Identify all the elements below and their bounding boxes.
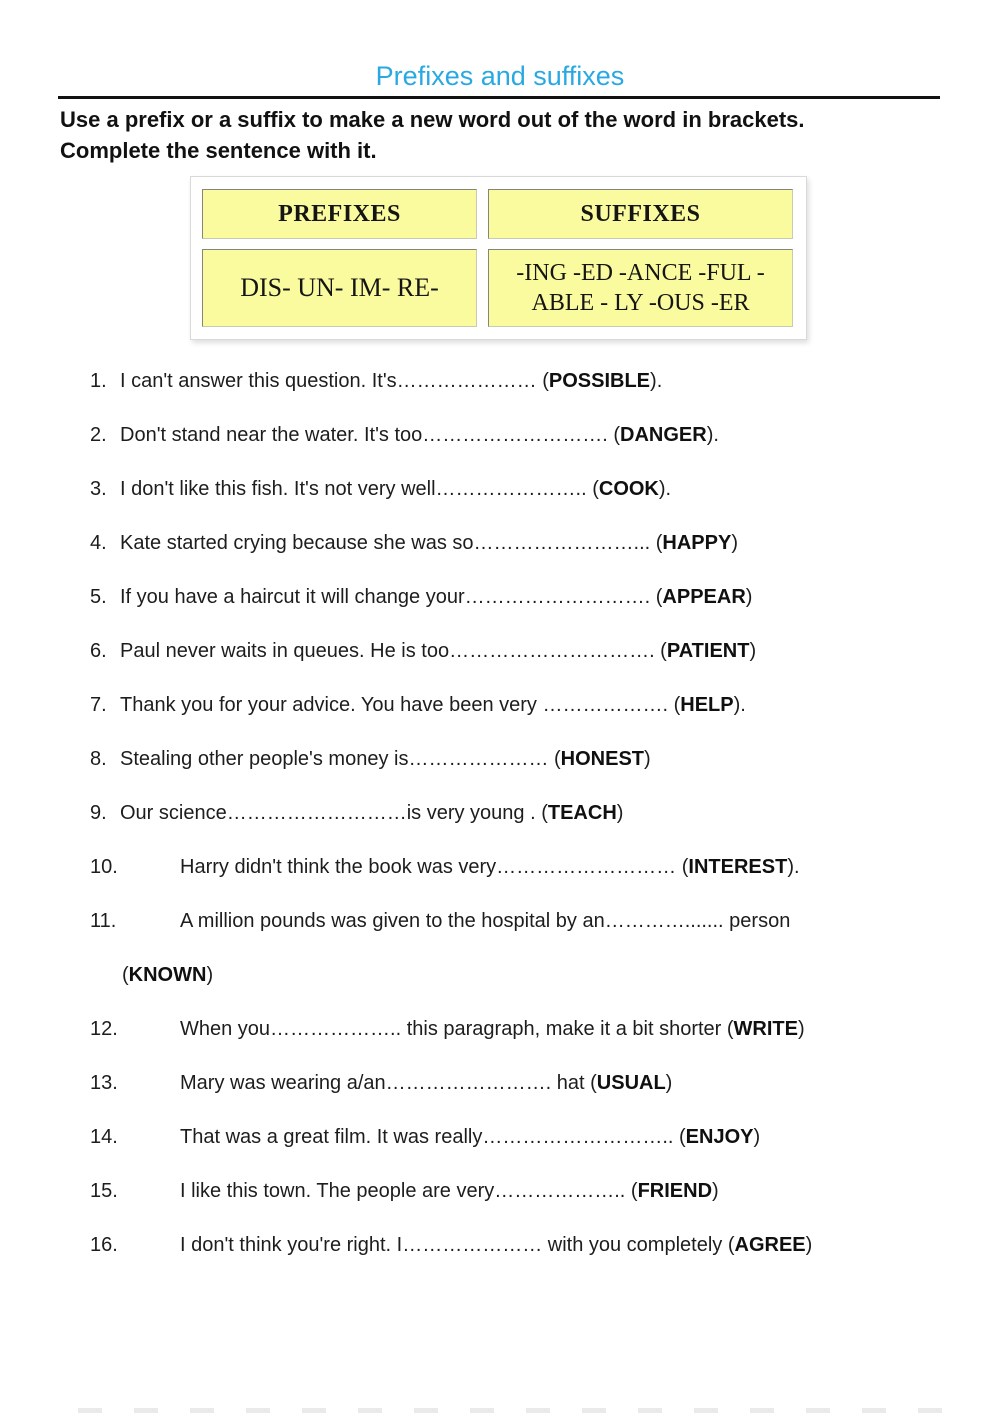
- exercise-item: [0, 1178, 1000, 1204]
- bracket-word: DANGER: [620, 424, 707, 446]
- sentence-end: ): [616, 802, 624, 824]
- exercise-list: [0, 368, 1000, 1258]
- item-sentence: [180, 1178, 1000, 1204]
- bracket-word: TEACH: [547, 802, 617, 824]
- item-number: 3.: [90, 478, 107, 500]
- instructions: [60, 104, 945, 166]
- sentence-end: ).: [658, 478, 672, 500]
- bracket-word: HAPPY: [662, 532, 732, 554]
- sentence-end: ).: [787, 856, 800, 878]
- item-number: 8.: [90, 748, 107, 770]
- sentence-text: Our science………………………is very young . (: [120, 802, 548, 824]
- item-sentence: [120, 638, 1000, 664]
- item-sentence: [180, 1124, 1000, 1150]
- item-number: 6.: [90, 640, 107, 662]
- exercise-item: [0, 530, 1000, 556]
- cutoff-text-artifact: [78, 1408, 972, 1413]
- sentence-text: Kate started crying because she was so……………………... (: [120, 532, 663, 554]
- sentence-text: I don't think you're right. I………………… with you completely (: [180, 1234, 735, 1256]
- sentence-text: Paul never waits in queues. He is too…………………………. (: [120, 640, 667, 662]
- suffixes-value-cell: -ING -ED -ANCE -FUL - ABLE - LY -OUS -ER: [488, 249, 793, 327]
- bracket-word: FRIEND: [637, 1180, 713, 1202]
- bracket-word: APPEAR: [662, 586, 746, 608]
- sentence-end: ): [206, 964, 214, 986]
- item-number: 1.: [90, 370, 107, 392]
- bracket-word: INTEREST: [688, 856, 788, 878]
- exercise-item: [0, 1070, 1000, 1096]
- sentence-text: Thank you for your advice. You have been very ………………. (: [120, 694, 681, 716]
- bracket-word: POSSIBLE: [548, 370, 651, 392]
- exercise-item: [0, 584, 1000, 610]
- prefixes-header-cell: PREFIXES: [202, 189, 477, 239]
- bracket-word: PATIENT: [666, 640, 750, 662]
- title-underline: [58, 96, 940, 99]
- item-number: 11.: [90, 910, 117, 932]
- exercise-item: [0, 1124, 1000, 1150]
- item-number: 13.: [90, 1072, 118, 1094]
- bracket-word: USUAL: [596, 1072, 666, 1094]
- item-sentence: [180, 908, 1000, 934]
- item-sentence: [120, 800, 1000, 826]
- bracket-word: ENJOY: [685, 1126, 754, 1148]
- page-title: Prefixes and suffixes: [375, 61, 625, 91]
- exercise-item: [0, 854, 1000, 880]
- sentence-end: ).: [733, 694, 746, 716]
- sentence-text: I don't like this fish. It's not very well………………….. (: [120, 478, 599, 500]
- item-sentence: [120, 584, 1000, 610]
- sentence-end: ): [749, 640, 757, 662]
- exercise-item: [0, 692, 1000, 718]
- exercise-item: [0, 476, 1000, 502]
- sentence-end: ): [805, 1234, 813, 1256]
- suffixes-header-cell: SUFFIXES: [488, 189, 793, 239]
- item-number: 12.: [90, 1018, 118, 1040]
- sentence-end: ).: [650, 370, 663, 392]
- exercise-item: [0, 1232, 1000, 1258]
- exercise-item: [0, 800, 1000, 826]
- sentence-text: I like this town. The people are very……………….. (: [180, 1180, 638, 1202]
- exercise-item: [0, 422, 1000, 448]
- item-number: 9.: [90, 802, 107, 824]
- item-number: 2.: [90, 424, 107, 446]
- exercise-item: [0, 1016, 1000, 1042]
- sentence-text: When you……………….. this paragraph, make it a bit shorter (: [180, 1018, 734, 1040]
- bracket-word: HONEST: [560, 748, 644, 770]
- sentence-text: Harry didn't think the book was very……………………… (: [180, 856, 689, 878]
- exercise-item: [0, 368, 1000, 394]
- instructions-line-1: Use a prefix or a suffix to make a new word out of the word in brackets.: [60, 107, 805, 132]
- exercise-item: [0, 638, 1000, 664]
- item-sentence: [120, 422, 1000, 448]
- bracket-word: HELP: [680, 694, 734, 716]
- sentence-text: If you have a haircut it will change your………………………. (: [120, 586, 663, 608]
- item-sentence: [180, 1070, 1000, 1096]
- sentence-text: Stealing other people's money is………………… (: [120, 748, 561, 770]
- sentence-text: A million pounds was given to the hospital by an…………....... person: [180, 910, 791, 932]
- sentence-text: Mary was wearing a/an……………………. hat (: [180, 1072, 597, 1094]
- item-sentence: [180, 1016, 1000, 1042]
- item-number: 15.: [90, 1180, 118, 1202]
- sentence-end: ): [753, 1126, 761, 1148]
- item-sentence: [180, 854, 1000, 880]
- item-sentence: [120, 476, 1000, 502]
- item-sentence: [120, 692, 1000, 718]
- sentence-end: ): [745, 586, 753, 608]
- exercise-item: [0, 746, 1000, 772]
- item-number: 5.: [90, 586, 107, 608]
- item-sentence: [120, 746, 1000, 772]
- item-sentence: [120, 368, 1000, 394]
- sentence-end: ): [731, 532, 738, 554]
- sentence-end: ): [797, 1018, 805, 1040]
- sentence-text: (: [122, 964, 129, 986]
- sentence-end: ): [712, 1180, 719, 1202]
- item-number: 10.: [90, 856, 118, 878]
- sentence-end: ): [644, 748, 651, 770]
- bracket-word: KNOWN: [128, 964, 207, 986]
- item-sentence: [180, 1232, 1000, 1258]
- sentence-text: I can't answer this question. It's………………… (: [120, 370, 549, 392]
- prefixes-value-cell: DIS- UN- IM- RE-: [202, 249, 477, 327]
- item-sentence: [120, 530, 1000, 556]
- sentence-text: Don't stand near the water. It's too………………………. (: [120, 424, 621, 446]
- sentence-text: That was a great film. It was really……………………….. (: [180, 1126, 686, 1148]
- bracket-word: AGREE: [734, 1234, 806, 1256]
- exercise-item: [0, 908, 1000, 934]
- affix-table: [190, 176, 807, 340]
- item-number: 14.: [90, 1126, 118, 1148]
- sentence-end: ): [665, 1072, 673, 1094]
- item-number: 7.: [90, 694, 107, 716]
- item-number: 16.: [90, 1234, 118, 1256]
- bracket-word: COOK: [598, 478, 659, 500]
- exercise-item-continuation: [0, 962, 1000, 988]
- item-number: 4.: [90, 532, 107, 554]
- sentence-end: ).: [706, 424, 719, 446]
- bracket-word: WRITE: [733, 1018, 798, 1040]
- instructions-line-2: Complete the sentence with it.: [60, 138, 377, 163]
